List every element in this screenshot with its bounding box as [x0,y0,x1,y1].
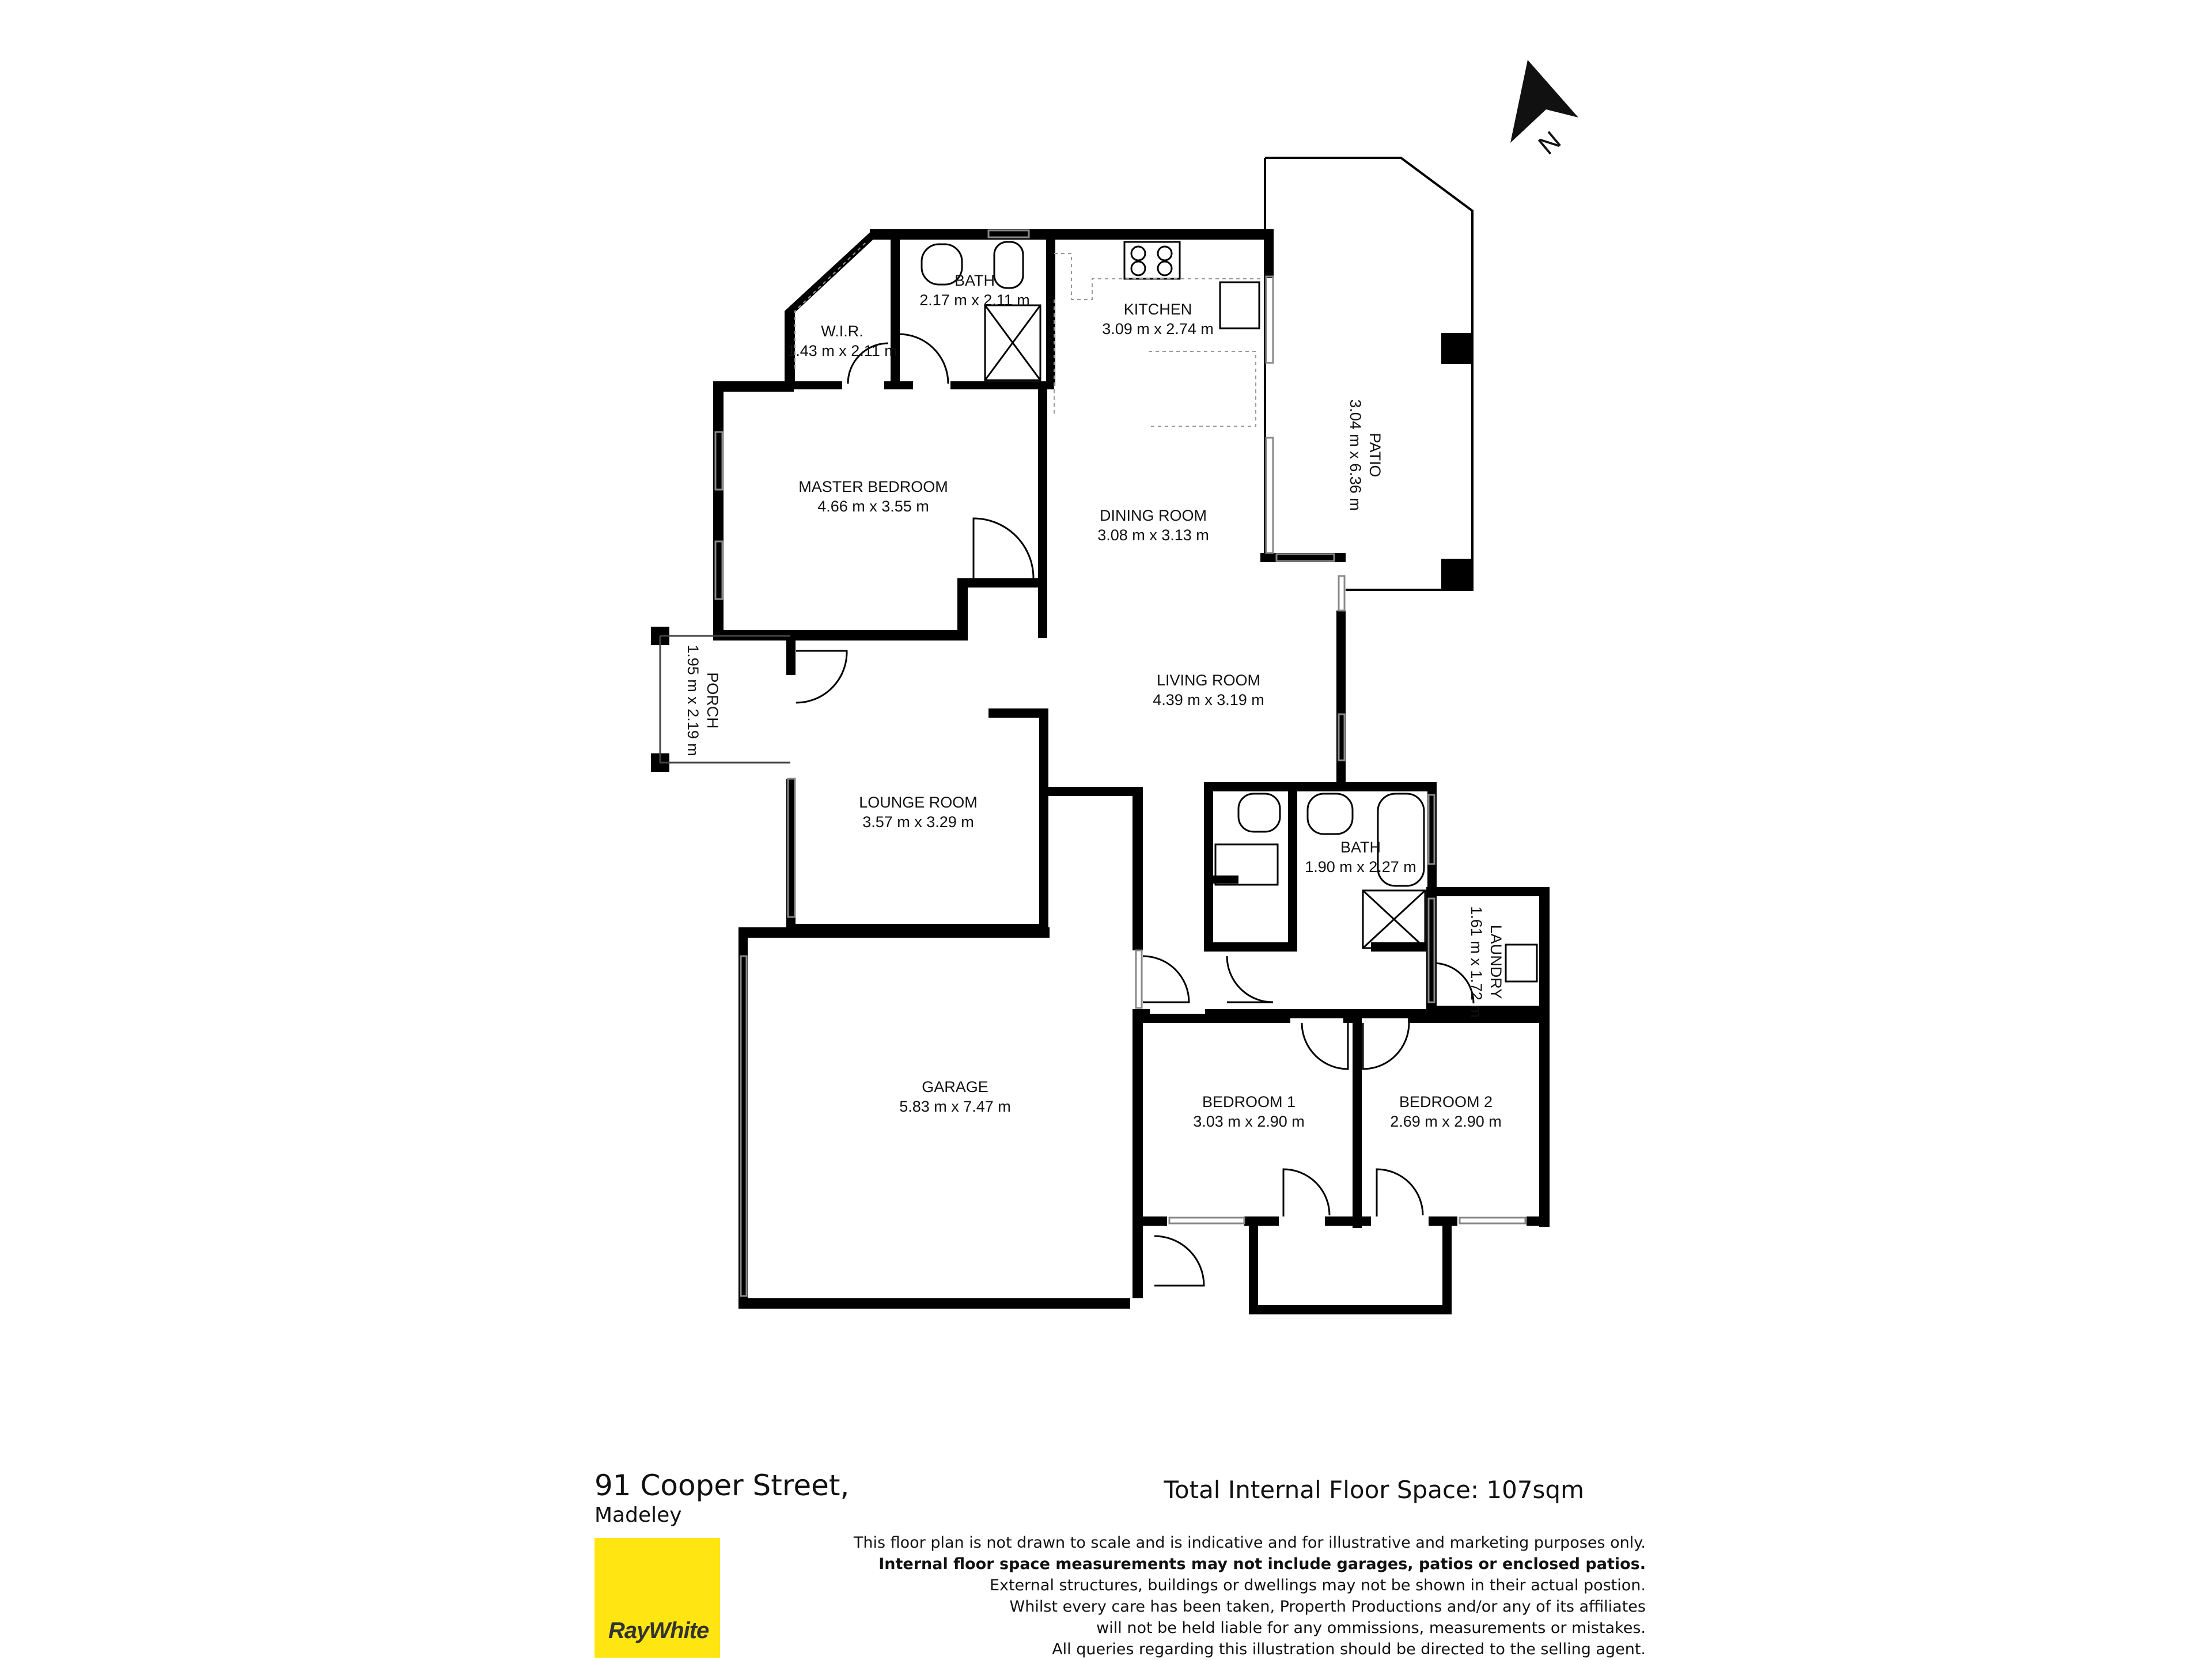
disclaimer-line: will not be held liable for any ommissions, measurements or mistakes. [1096,1619,1646,1637]
room-patio-name: PATIO [1366,433,1384,477]
room-laundry-dims: 1.61 m x 1.72 m [1468,906,1485,1018]
room-master-bedroom-dims: 4.66 m x 3.55 m [817,498,929,515]
disclaimer [839,1532,1646,1660]
room-bath-main-dims: 1.90 m x 2.27 m [1305,858,1416,876]
room-bath-master-name: BATH [954,272,995,289]
room-garage-name: GARAGE [922,1078,988,1096]
disclaimer-line: This floor plan is not drawn to scale and is indicative and for illustrative and marketing purposes only. [853,1534,1646,1552]
door-swing-garage-hall [1143,956,1189,1002]
room-wir-dims: 1.43 m x 2.11 m [787,342,897,359]
door-swing-bed2-hall [1363,1023,1409,1069]
disclaimer-line: External structures, buildings or dwellings may not be shown in their actual postion. [989,1576,1646,1594]
compass-label: N [1532,125,1567,161]
room-porch-dims: 1.95 m x 2.19 m [684,645,702,756]
room-garage-dims: 5.83 m x 7.47 m [899,1098,1011,1115]
room-bedroom1-dims: 3.03 m x 2.90 m [1193,1113,1305,1130]
door-swing-garage-side [1154,1236,1204,1286]
room-bath-main-name: BATH [1340,839,1381,856]
door-swing-porch [796,651,847,703]
raywhite-logo [594,1538,720,1658]
laundry-tub-icon [1506,945,1537,981]
door-swing-master [974,518,1033,578]
room-living-dims: 4.39 m x 3.19 m [1153,691,1264,708]
room-bedroom2-dims: 2.69 m x 2.90 m [1390,1113,1502,1130]
room-lounge-name: LOUNGE ROOM [859,794,978,811]
logo-text: RayWhite [608,1618,709,1643]
room-bedroom1-name: BEDROOM 1 [1202,1093,1296,1111]
room-lounge-dims: 3.57 m x 3.29 m [862,813,974,831]
property-suburb: Madeley [594,1503,682,1527]
walls [651,229,1550,1314]
room-wir-name: W.I.R. [821,323,863,340]
disclaimer-line: Whilst every care has been taken, Properth Productions and/or any of its affiliates [1009,1598,1646,1616]
room-laundry-name: LAUNDRY [1487,924,1505,999]
property-address: 91 Cooper Street, [594,1469,850,1502]
room-kitchen-name: KITCHEN [1123,301,1192,318]
door-swing-bed1-balc [1283,1169,1330,1216]
room-living-name: LIVING ROOM [1156,672,1261,689]
room-dining-name: DINING ROOM [1100,507,1207,524]
door-swing-bath [899,334,948,384]
room-bedroom2-name: BEDROOM 2 [1399,1093,1493,1111]
room-master-bedroom-name: MASTER BEDROOM [798,478,948,495]
room-bath-master-dims: 2.17 m x 2.11 m [919,291,1030,309]
room-kitchen-dims: 3.09 m x 2.74 m [1102,320,1214,338]
sink-icon [1220,282,1259,328]
total-floor-area: Total Internal Floor Space: 107sqm [1164,1476,1584,1504]
disclaimer-line: All queries regarding this illustration should be directed to the selling agent. [1052,1640,1646,1658]
patio-outline [1265,158,1472,590]
room-patio-dims: 3.04 m x 6.36 m [1347,399,1364,511]
room-dining-dims: 3.08 m x 3.13 m [1097,526,1209,544]
porch-outline [660,636,790,763]
basin-icon [1308,794,1353,834]
compass [1510,60,1578,160]
room-porch-name: PORCH [704,672,721,729]
windows [715,230,1525,1296]
toilet-icon [994,242,1023,288]
door-swing-bed2-balc [1377,1169,1423,1216]
disclaimer-line-bold: Internal floor space measurements may not include garages, patios or enclosed patios. [878,1555,1646,1573]
door-swing-bed1-hall [1302,1023,1348,1069]
toilet-icon [1238,794,1280,832]
